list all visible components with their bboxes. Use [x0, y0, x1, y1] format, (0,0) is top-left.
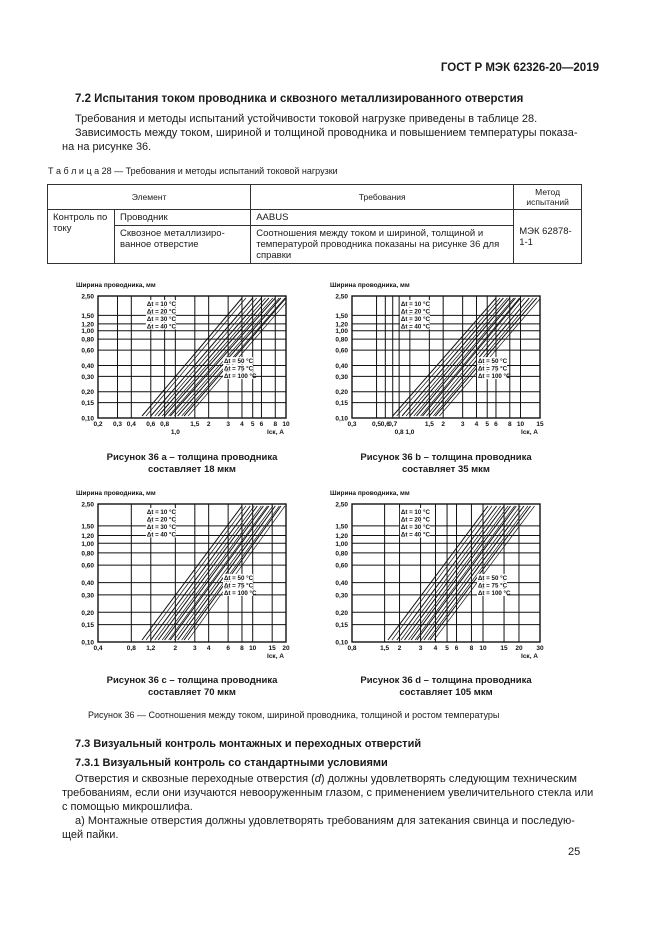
y-tick-label: 1,00 [335, 328, 348, 336]
x-tick-label: 8 [507, 421, 512, 428]
x-tick-label: 0,7 [388, 421, 398, 428]
x-tick-label: 3 [418, 645, 423, 652]
y-tick-label: 1,00 [335, 540, 348, 548]
legend-label: Δt = 100 °C [477, 373, 511, 381]
x-axis-label: Iск, А [267, 429, 284, 436]
y-tick-label: 0,20 [81, 389, 94, 397]
col-element-header: Элемент [48, 185, 251, 210]
y-axis-label: Ширина проводника, мм [76, 282, 156, 289]
y-tick-label: 0,60 [335, 347, 348, 355]
fig-36c-caption: Рисунок 36 c – толщина проводника составляет 70 мкм [106, 675, 278, 698]
row2-element: Сквозное металлизиро-ванное отверстие [115, 226, 251, 264]
x-tick-label: 5 [485, 421, 490, 428]
x-tick-label: 6 [226, 645, 230, 652]
fig-36b-caption: Рисунок 36 b – толщина проводника составляет 35 мкм [360, 452, 532, 475]
y-tick-label: 2,50 [335, 293, 348, 301]
x-tick-label: 0,8 [126, 645, 136, 652]
x-tick-label: 1,5 [380, 645, 390, 652]
x-tick-label: 10 [479, 645, 487, 652]
y-tick-label: 2,50 [81, 293, 94, 301]
col-requirements-header: Требования [251, 185, 514, 210]
y-tick-label: 2,50 [335, 501, 348, 509]
row2-requirement: Соотношения между током и шириной, толщиной и температурой проводника показаны на рисунке 36 для справки [251, 226, 514, 264]
x-tick-label: 0,8 [160, 421, 170, 428]
legend-label: Δt = 40 °C [400, 531, 430, 539]
y-tick-label: 0,15 [81, 622, 94, 630]
x-tick-label: 10 [249, 645, 257, 652]
chart-36c [62, 484, 312, 669]
x-tick-label: 0,3 [347, 421, 357, 428]
group-cell: Контроль по току [48, 210, 115, 264]
x-tick-label: 2 [441, 421, 445, 428]
fig-36a-caption: Рисунок 36 a – толщина проводника составляет 18 мкм [106, 452, 278, 475]
legend-label: Δt = 75 °C [223, 365, 254, 373]
y-tick-label: 0,10 [335, 415, 348, 423]
y-tick-label: 0,40 [81, 362, 94, 370]
fig-36d-caption: Рисунок 36 d – толщина проводника составляет 105 мкм [360, 675, 532, 698]
y-tick-label: 0,10 [81, 415, 94, 423]
y-tick-label: 1,50 [81, 312, 94, 320]
legend-label: Δt = 100 °C [477, 589, 511, 597]
y-axis-label: Ширина проводника, мм [330, 490, 410, 497]
legend-label: Δt = 50 °C [477, 358, 508, 366]
y-tick-label: 2,50 [81, 501, 94, 509]
y-tick-label: 0,30 [335, 592, 348, 600]
x-tick-label: 1,0 [405, 429, 415, 436]
x-tick-label: 8 [273, 421, 278, 428]
y-tick-label: 0,10 [335, 639, 348, 647]
y-tick-label: 0,15 [335, 400, 348, 408]
y-tick-label: 1,50 [81, 523, 94, 531]
legend-label: Δt = 75 °C [477, 582, 508, 590]
paragraph-7-3-1-2b: щей пайки. [62, 829, 119, 841]
plot-frame [352, 296, 540, 418]
x-tick-label: 8 [469, 645, 474, 652]
x-tick-label: 10 [282, 421, 290, 428]
chart-36d [316, 484, 566, 669]
y-tick-label: 0,80 [81, 336, 94, 344]
x-tick-label: 4 [240, 421, 244, 428]
y-tick-label: 0,60 [335, 562, 348, 570]
legend-label: Δt = 40 °C [146, 323, 176, 331]
section-7-2-title: 7.2 Испытания током проводника и сквозного металлизированного отверстия [75, 93, 524, 105]
x-tick-label: 0,8 [347, 645, 357, 652]
paragraph-7-2-1: Требования и методы испытаний устойчивости токовой нагрузке приведены в таблице 28. [75, 113, 538, 125]
x-tick-label: 0,4 [93, 645, 103, 652]
x-tick-label: 0,6 [146, 421, 156, 428]
section-7-3-title: 7.3 Визуальный контроль монтажных и переходных отверстий [75, 738, 422, 750]
paragraph-7-2-2a: Зависимость между током, шириной и толщиной проводника и повышением температуры показа- [75, 127, 578, 139]
paragraph-7-3-1-2a: а) Монтажные отверстия должны удовлетворять требованиям для затекания свинца и последую- [75, 815, 575, 827]
table-caption: Т а б л и ц а 28 — Требования и методы испытаний токовой нагрузки [48, 166, 338, 176]
method-cell: МЭК 62878-1-1 [514, 210, 582, 264]
y-tick-label: 0,15 [81, 400, 94, 408]
legend-label: Δt = 20 °C [146, 516, 176, 524]
y-tick-label: 0,30 [335, 373, 348, 381]
legend-label: Δt = 50 °C [223, 358, 254, 366]
x-tick-label: 10 [516, 421, 525, 428]
legend-label: Δt = 30 °C [400, 316, 430, 323]
y-axis-label: Ширина проводника, мм [76, 490, 156, 497]
x-tick-label: 0,3 [112, 421, 123, 428]
paragraph-7-3-1-1e: с помощью микрошлифа. [62, 801, 193, 813]
x-tick-label: 4 [206, 645, 211, 652]
y-tick-label: 1,50 [335, 312, 348, 320]
y-tick-label: 0,80 [81, 550, 94, 558]
y-tick-label: 0,40 [335, 362, 348, 370]
x-tick-label: 6 [454, 645, 459, 652]
x-tick-label: 2 [206, 421, 211, 428]
legend-label: Δt = 10 °C [146, 509, 176, 516]
legend-label: Δt = 40 °C [400, 323, 430, 331]
x-tick-label: 1,2 [146, 645, 156, 652]
section-7-3-1-title: 7.3.1 Визуальный контроль со стандартными условиями [75, 757, 388, 769]
y-tick-label: 0,40 [335, 580, 348, 588]
x-tick-label: 0,4 [126, 421, 136, 428]
legend-label: Δt = 10 °C [146, 301, 176, 308]
y-tick-label: 0,20 [335, 609, 348, 617]
x-tick-label: 15 [500, 645, 508, 652]
plot-frame [352, 504, 540, 642]
x-tick-label: 0,2 [93, 421, 103, 428]
x-tick-label: 4 [474, 421, 479, 428]
row1-element: Проводник [115, 210, 251, 226]
y-tick-label: 1,00 [81, 328, 94, 336]
y-tick-label: 1,20 [81, 321, 94, 329]
legend-label: Δt = 30 °C [400, 524, 430, 531]
legend-label: Δt = 10 °C [400, 509, 430, 516]
chart-36a [62, 276, 312, 446]
legend-label: Δt = 20 °C [400, 516, 430, 524]
x-tick-label: 3 [226, 421, 230, 428]
legend-label: Δt = 75 °C [223, 582, 254, 590]
document-header: ГОСТ Р МЭК 62326-20—2019 [440, 62, 599, 74]
y-tick-label: 0,80 [335, 550, 348, 558]
x-tick-label: 6 [259, 421, 264, 428]
x-tick-label: 1,5 [424, 421, 434, 428]
x-tick-label: 20 [515, 645, 523, 652]
y-tick-label: 1,50 [335, 523, 348, 531]
x-tick-label: 15 [536, 421, 544, 428]
x-tick-label: 0,5 [372, 421, 382, 428]
page-number: 25 [568, 846, 581, 858]
legend-label: Δt = 30 °C [146, 524, 176, 531]
x-tick-label: 1,0 [170, 429, 180, 436]
chart-36b [316, 276, 566, 446]
x-tick-label: 0,6 [380, 421, 390, 428]
legend-label: Δt = 20 °C [146, 308, 176, 316]
y-tick-label: 0,30 [81, 373, 94, 381]
y-tick-label: 1,20 [81, 532, 94, 540]
x-axis-label: Iск, А [521, 653, 538, 660]
legend-label: Δt = 50 °C [223, 574, 254, 582]
y-tick-label: 1,00 [81, 540, 94, 548]
x-tick-label: 1,5 [190, 421, 200, 428]
y-tick-label: 0,20 [335, 389, 348, 397]
y-tick-label: 0,15 [335, 622, 348, 630]
x-tick-label: 2 [173, 645, 178, 652]
x-tick-label: 3 [460, 421, 465, 428]
y-tick-label: 1,20 [335, 321, 348, 329]
col-method-header: Метод испытаний [514, 185, 582, 210]
x-tick-label: 0,8 [394, 429, 404, 436]
x-tick-label: 30 [536, 645, 544, 652]
y-tick-label: 0,20 [81, 609, 94, 617]
x-tick-label: 3 [193, 645, 197, 652]
legend-label: Δt = 100 °C [223, 589, 257, 597]
legend-label: Δt = 10 °C [400, 301, 430, 308]
legend-label: Δt = 40 °C [146, 531, 176, 539]
x-tick-label: 5 [250, 421, 255, 428]
y-tick-label: 0,60 [81, 347, 94, 355]
figure-36-caption: Рисунок 36 — Соотношения между током, шириной проводника, толщиной и ростом температуры [88, 710, 500, 720]
paragraph-7-3-1-1c: требованиям, если они изучаются невооруженным глазом, с применением увеличительного стекла или [62, 787, 594, 799]
legend-label: Δt = 30 °C [146, 316, 176, 323]
y-tick-label: 0,10 [81, 639, 94, 647]
y-axis-label: Ширина проводника, мм [330, 282, 410, 289]
x-axis-label: Iск, А [521, 429, 538, 436]
x-tick-label: 6 [494, 421, 498, 428]
requirements-table [47, 184, 582, 264]
x-axis-label: Iск, А [267, 653, 284, 660]
x-tick-label: 15 [268, 645, 276, 652]
paragraph-7-3-1-1a: Отверстия и сквозные переходные отверстия (d) должны удовлетворять следующим техническим [75, 773, 577, 785]
y-tick-label: 0,80 [335, 336, 348, 344]
legend-label: Δt = 50 °C [477, 574, 508, 582]
x-tick-label: 4 [433, 645, 438, 652]
row1-requirement: AABUS [251, 210, 514, 226]
x-tick-label: 2 [397, 645, 402, 652]
y-tick-label: 0,40 [81, 580, 94, 588]
legend-label: Δt = 20 °C [400, 308, 430, 316]
x-tick-label: 20 [282, 645, 290, 652]
x-tick-label: 5 [445, 645, 449, 652]
legend-label: Δt = 100 °C [223, 373, 257, 381]
y-tick-label: 0,60 [81, 562, 94, 570]
y-tick-label: 1,20 [335, 532, 348, 540]
legend-label: Δt = 75 °C [477, 365, 508, 373]
x-tick-label: 8 [240, 645, 244, 652]
paragraph-7-2-2b: на на рисунке 36. [62, 141, 152, 153]
y-tick-label: 0,30 [81, 592, 94, 600]
